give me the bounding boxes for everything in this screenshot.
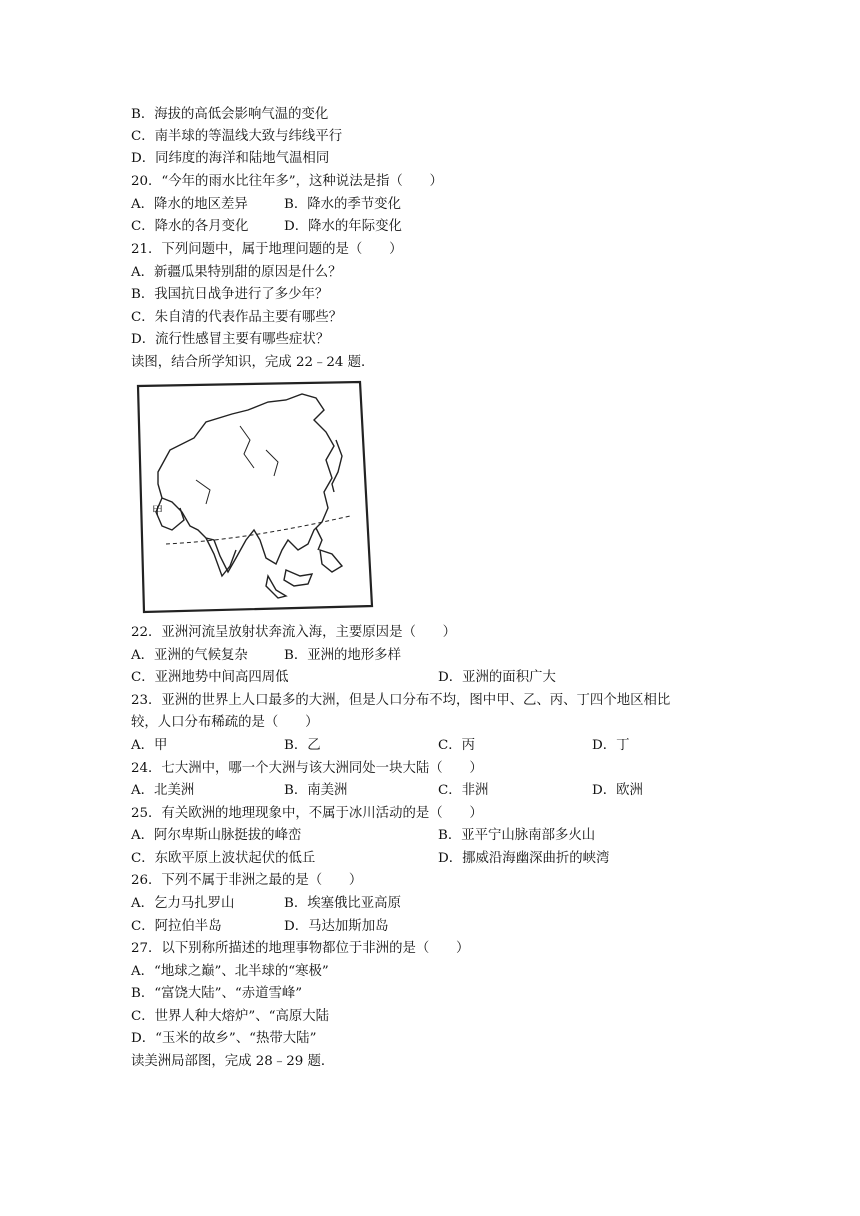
- asia-map-svg: [136, 380, 374, 614]
- q23-option-d: D．丁: [592, 738, 630, 753]
- sea-islands-3: [266, 576, 286, 598]
- inland-feature-1: [240, 426, 254, 468]
- q27-option-b: B．“富饶大陆”、“赤道雪峰”: [131, 986, 303, 1001]
- q25-option-b: B．亚平宁山脉南部多火山: [438, 828, 596, 843]
- q26-option-a: A．乞力马扎罗山: [131, 896, 235, 911]
- sea-islands-1: [284, 570, 312, 586]
- q26-stem: 26．下列不属于非洲之最的是（ ）: [131, 873, 363, 888]
- q24-option-c: C．非洲: [438, 783, 489, 798]
- q25-stem: 25．有关欧洲的地理现象中，不属于冰川活动的是（ ）: [131, 806, 483, 821]
- q25-option-d: D．挪威沿海幽深曲折的峡湾: [438, 851, 610, 866]
- map-frame: [138, 382, 372, 612]
- q19-option-c: C．南半球的等温线大致与纬线平行: [131, 129, 343, 144]
- q21-option-b: B．我国抗日战争进行了多少年？: [131, 287, 329, 302]
- q23-option-b: B．乙: [284, 738, 321, 753]
- intro-28-29: 读美洲局部图，完成 28﹣29 题．: [131, 1054, 335, 1069]
- q26-option-d: D．马达加斯加岛: [284, 919, 389, 934]
- q21-option-a: A．新疆瓜果特别甜的原因是什么？: [131, 265, 342, 280]
- q20-option-d: D．降水的年际变化: [284, 219, 402, 234]
- q23-option-a: A．甲: [131, 738, 168, 753]
- inland-feature-3: [266, 450, 278, 476]
- q19-option-d: D．同纬度的海洋和陆地气温相同: [131, 151, 330, 166]
- q25-option-a: A．阿尔卑斯山脉挺拔的峰峦: [131, 828, 302, 843]
- q22-stem: 22．亚洲河流呈放射状奔流入海，主要原因是（ ）: [131, 625, 457, 640]
- q27-stem: 27．以下别称所描述的地理事物都位于非洲的是（ ）: [131, 941, 470, 956]
- q22-option-d: D．亚洲的面积广大: [438, 670, 556, 685]
- q26-option-b: B．埃塞俄比亚高原: [284, 896, 401, 911]
- inland-feature-2: [196, 480, 210, 504]
- q24-option-d: D．欧洲: [592, 783, 643, 798]
- q24-option-b: B．南美洲: [284, 783, 348, 798]
- q23-stem-line1: 23．亚洲的世界上人口最多的大洲，但是人口分布不均，图中甲、乙、丙、丁四个地区相比: [131, 693, 671, 708]
- q21-option-d: D．流行性感冒主要有哪些症状？: [131, 332, 330, 347]
- q20-stem: 20．“今年的雨水比往年多”，这种说法是指（ ）: [131, 174, 443, 189]
- q20-option-a: A．降水的地区差异: [131, 197, 248, 212]
- intro-22-24: 读图，结合所学知识，完成 22﹣24 题．: [131, 355, 375, 370]
- asia-map-figure: [136, 380, 374, 614]
- q23-stem-line2: 较，人口分布稀疏的是（ ）: [131, 715, 319, 730]
- q22-option-b: B．亚洲的地形多样: [284, 648, 401, 663]
- q24-option-a: A．北美洲: [131, 783, 195, 798]
- q20-option-b: B．降水的季节变化: [284, 197, 401, 212]
- q19-option-b: B．海拔的高低会影响气温的变化: [131, 107, 329, 122]
- q27-option-d: D．“玉米的故乡”、“热带大陆”: [131, 1031, 317, 1046]
- q21-option-c: C．朱自清的代表作品主要有哪些？: [131, 310, 343, 325]
- map-label-jia: 甲: [152, 504, 163, 517]
- q22-option-a: A．亚洲的气候复杂: [131, 648, 248, 663]
- q27-option-a: A．“地球之巅”、北半球的“寒极”: [131, 964, 329, 979]
- q24-stem: 24．七大洲中，哪一个大洲与该大洲同处一块大陆（ ）: [131, 761, 483, 776]
- q20-option-c: C．降水的各月变化: [131, 219, 249, 234]
- sea-islands-2: [320, 550, 342, 572]
- q21-stem: 21．下列问题中，属于地理问题的是（ ）: [131, 242, 403, 257]
- q27-option-c: C．世界人种大熔炉”、“高原大陆: [131, 1009, 330, 1024]
- q22-option-c: C．亚洲地势中间高四周低: [131, 670, 289, 685]
- philippines: [316, 528, 322, 550]
- q25-option-c: C．东欧平原上波状起伏的低丘: [131, 851, 316, 866]
- q26-option-c: C．阿拉伯半岛: [131, 919, 222, 934]
- asia-coastline: [158, 394, 334, 572]
- q23-option-c: C．丙: [438, 738, 476, 753]
